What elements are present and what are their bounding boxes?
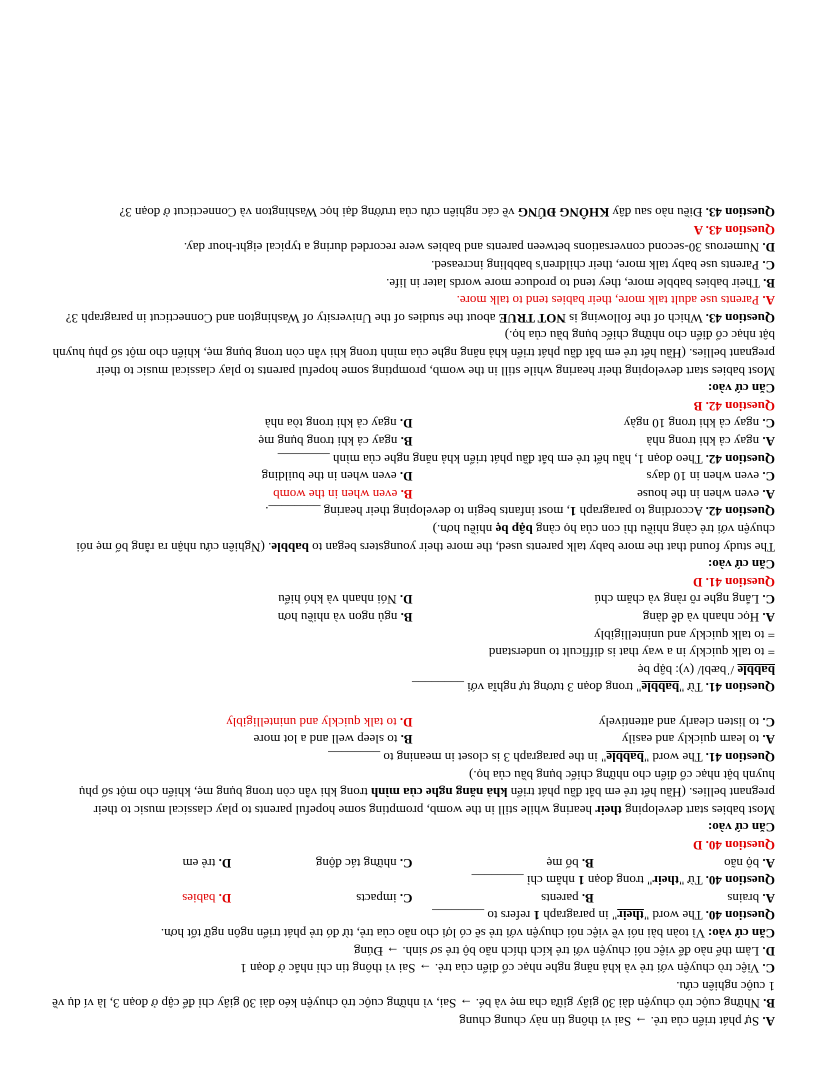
option-c: C. những tác động — [315, 855, 413, 871]
options-row — [50, 731, 775, 749]
question-40-en: Question 40. The word "their" in paragraph 1 refers to ________ — [432, 908, 775, 924]
evidence-paragraph: Most babies start developing their hearing while still in the womb, prompting some hopeful parents to play classical music to their pregnant bellies. (Hầu hết trẻ em bắt đầu phát triển khả năng nghe của mình trong khi vẫn còn trong bụng mẹ, khiến cho một số phụ huynh bật nhạc cổ điển cho những chiếc bụng bầu của họ.) — [52, 328, 775, 379]
option-d-answer: D. babies — [182, 890, 232, 906]
option-a: A. ngay cả khi trong nhà — [646, 434, 775, 449]
option-line: B. Những cuộc trò chuyện dài 30 giây giữa cha mẹ và bé. → Sai, vì những cuộc trò chuyện kéo dài 30 giây chỉ để cập ở đoạn 3, là ví dụ về 1 cuộc nghiên cứu. — [52, 978, 775, 1012]
options-row — [50, 889, 775, 907]
options-row — [50, 591, 775, 609]
vocab-entry: babble /ˈbæbl/ (v): bập bẹ — [637, 662, 775, 678]
question-43-vi: Question 43. Điều nào sau đây KHÔNG ĐÚNG về các nghiên cứu của trường đại học Washington và Connecticut ở đoạn 3? — [119, 205, 775, 221]
question-40-vi: Question 40. Từ "their" trong đoạn 1 nhằm chỉ ________ — [471, 873, 775, 889]
question-42-en: Question 42. According to paragraph 1, most infants begin to developing their hearing ________. — [265, 504, 775, 520]
question-41-en: Question 41. The word "babble" in the paragraph 3 is closet in meaning to ________ — [328, 750, 775, 766]
option-line: C. Việc trò chuyện với trẻ và khả năng nghe nhạc cổ điển của trẻ. → Sai vì thông tin chỉ nhắc ở đoạn 1 — [240, 961, 775, 977]
option-c: C. impacts — [356, 890, 413, 906]
option-a: A. even when in the house — [637, 486, 775, 502]
document-content — [50, 204, 775, 1030]
option-d: D. trẻ em — [182, 855, 232, 871]
answer-41: Question 41. D — [693, 574, 775, 590]
vocab-definition: = to talk quickly and unintelligibly — [593, 627, 775, 643]
question-43-en: Question 43. Which of the following is NOT TRUE about the studies of the University of Washington and Connecticut in paragraph 3? — [65, 310, 775, 326]
option-c: C. Lắng nghe rõ ràng và chăm chú — [594, 592, 775, 608]
evidence-paragraph: Căn cứ vào: Vì toàn bài nói về việc nói chuyện với trẻ sẽ có lợi cho não của trẻ, từ đó trẻ phát triển ngôn ngữ tốt hơn. — [160, 926, 775, 942]
option-d: D. Nói nhanh và khó hiểu — [278, 592, 413, 608]
option-a-answer: A. Parents use adult talk more, their babies tend to talk more. — [456, 293, 775, 309]
option-line: A. Sự phát triển của trẻ. → Sai vì thông tin này chung chung — [459, 1014, 775, 1029]
evidence-paragraph: The study found that the more baby talk parents used, the more their youngsters began to babble. (Nghiên cứu nhận ra rằng bố mẹ nói chuyện với trẻ càng nhiều thì con của họ càng bập bẹ nhiều hơn.) — [76, 521, 775, 555]
answer-42: Question 42. B — [693, 398, 775, 414]
answer-43: Question 43. A — [693, 222, 775, 238]
vocab-definition: = to talk quickly in a way that is difficult to understand — [488, 645, 775, 661]
options-row — [50, 713, 775, 731]
option-b: B. ngủ ngon và nhiều hơn — [277, 609, 413, 625]
option-line: D. Làm thế nào để việc nói chuyện với trẻ kích thích não bộ trẻ sơ sinh. → Đúng — [354, 943, 775, 959]
option-d-answer: D. to talk quickly and unintelligibly — [226, 714, 413, 730]
option-b: B. bố mẹ — [546, 855, 594, 871]
options-row — [50, 485, 775, 503]
evidence-label: Căn cứ vào: — [707, 820, 775, 836]
option-b: B. to sleep well and a lot more — [253, 732, 413, 748]
option-a: A. Học nhanh và dễ dàng — [642, 609, 775, 625]
option-b: B. ngay cả khi trong bụng mẹ — [258, 434, 413, 449]
option-d: D. Numerous 30-second conversations between parents and babies were recorded during a typical eight-hour day. — [183, 240, 775, 256]
question-42-vi: Question 42. Theo đoạn 1, hầu hết trẻ em bắt đầu phát triển khả năng nghe của mình ________ — [277, 451, 775, 467]
option-a: A. brains — [727, 890, 775, 906]
options-row — [50, 854, 775, 872]
option-d: D. ngay cả khi trong tòa nhà — [264, 416, 413, 432]
option-a: A. to learn quickly and easily — [621, 732, 775, 748]
evidence-label: Căn cứ vào: — [707, 557, 775, 573]
option-b: B. Their babies babble more, they tend to produce more words later in life. — [386, 275, 775, 291]
options-row — [50, 468, 775, 486]
option-c: C. ngay cả khi trong 10 ngày — [623, 416, 775, 432]
option-b: B. parents — [541, 890, 594, 906]
evidence-paragraph: Most babies start developing their hearing while still in the womb, prompting some hopeful parents to play classical music to their pregnant bellies. (Hầu hết trẻ em bắt đầu phát triển khả năng nghe của mình trong khi vẫn còn trong bụng mẹ, khiến cho một số phụ huynh bật nhạc cổ điển cho những chiếc bụng bầu của họ.) — [78, 767, 775, 818]
option-c: C. even when in 10 days — [646, 469, 775, 485]
option-d: D. even when in the building — [261, 469, 413, 485]
options-row — [50, 415, 775, 433]
option-c: C. to listen clearly and attentively — [598, 714, 775, 730]
options-row — [50, 432, 775, 450]
answer-40: Question 40. D — [693, 838, 775, 854]
option-a: A. bộ não — [724, 855, 775, 871]
options-row — [50, 608, 775, 626]
evidence-label: Căn cứ vào: — [707, 381, 775, 397]
question-41-vi: Question 41. Từ "babble" trong đoạn 3 tương tự nghĩa với ________ — [411, 680, 775, 696]
option-c: C. Parents use baby talk more, their children's babbling increased. — [431, 258, 775, 274]
option-b-answer: B. even when in the womb — [273, 486, 413, 502]
